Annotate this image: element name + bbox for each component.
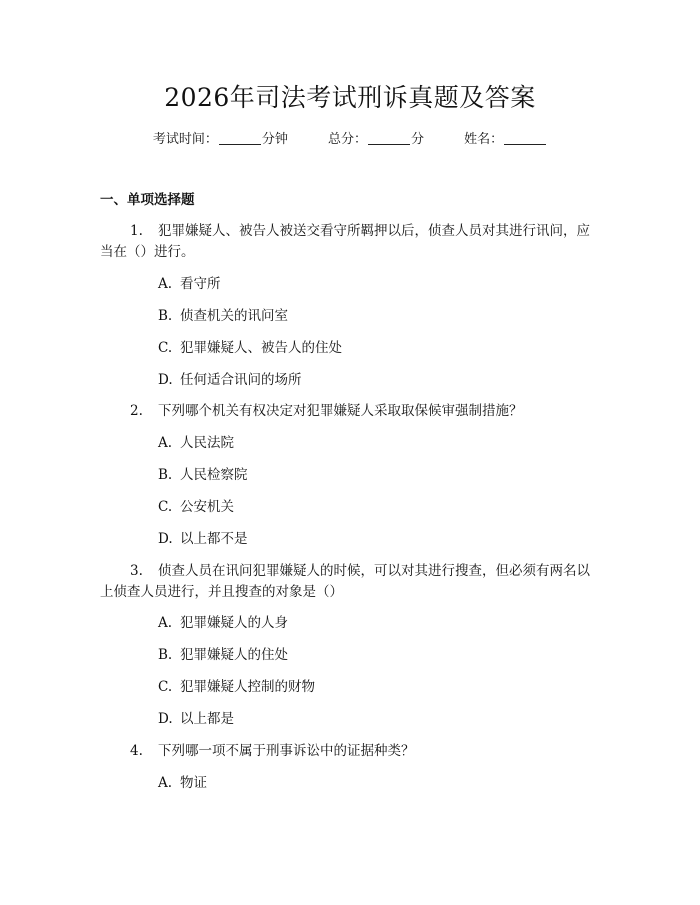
option-text: 人民检察院 [180, 467, 248, 483]
option-text: 犯罪嫌疑人控制的财物 [180, 679, 315, 695]
option-letter: D. [158, 372, 173, 388]
total-score-field [328, 130, 424, 150]
question-number: 3. [130, 563, 143, 579]
option-item [158, 465, 248, 485]
option-text: 人民法院 [180, 435, 234, 451]
total-score-label: 总分： [327, 132, 367, 147]
option-item [158, 433, 234, 453]
option-text: 公安机关 [180, 499, 234, 515]
question-stem [100, 741, 600, 762]
exam-time-unit: 分钟 [261, 132, 288, 147]
option-text: 侦查机关的讯问室 [180, 308, 288, 324]
section-heading: 一、单项选择题 [100, 192, 195, 208]
option-item [158, 613, 288, 633]
option-item [158, 677, 315, 697]
option-item [158, 497, 234, 517]
question-number: 4. [130, 743, 143, 759]
option-text: 以上都不是 [180, 531, 248, 547]
option-item [158, 709, 234, 729]
exam-time-blank[interactable] [219, 130, 261, 145]
option-item [158, 529, 248, 549]
option-text: 犯罪嫌疑人的人身 [180, 615, 288, 631]
exam-meta-row [0, 130, 700, 150]
option-item [158, 306, 288, 326]
option-letter: B. [158, 647, 173, 663]
page-title: 2026年司法考试刑诉真题及答案 [164, 83, 536, 112]
question-text: 侦查人员在讯问犯罪嫌疑人的时候，可以对其进行搜查，但必须有两名以上侦查人员进行，并且搜查的对象是（） [100, 563, 590, 600]
option-item [158, 338, 342, 358]
exam-time-field [153, 130, 288, 150]
option-text: 看守所 [180, 276, 221, 292]
question-stem [100, 401, 600, 422]
option-letter: C. [158, 499, 173, 515]
name-label: 姓名： [464, 132, 504, 147]
total-score-unit: 分 [411, 132, 425, 147]
option-letter: A. [158, 435, 173, 451]
option-letter: A. [158, 615, 173, 631]
option-letter: B. [158, 308, 173, 324]
question-stem [100, 221, 600, 263]
option-letter: C. [158, 340, 173, 356]
option-item [158, 773, 207, 793]
name-field [464, 130, 547, 150]
question-text: 下列哪一项不属于刑事诉讼中的证据种类？ [158, 743, 415, 759]
option-item [158, 645, 288, 665]
question-number: 1. [130, 223, 143, 239]
option-letter: D. [158, 711, 173, 727]
question-number: 2. [130, 403, 143, 419]
option-letter: C. [158, 679, 173, 695]
question-text: 犯罪嫌疑人、被告人被送交看守所羁押以后，侦查人员对其进行讯问，应当在（）进行。 [100, 223, 590, 260]
name-blank[interactable] [504, 130, 546, 145]
option-text: 犯罪嫌疑人、被告人的住处 [180, 340, 342, 356]
option-item [158, 274, 221, 294]
option-text: 任何适合讯问的场所 [180, 372, 302, 388]
option-item [158, 370, 302, 390]
total-score-blank[interactable] [368, 130, 410, 145]
option-letter: B. [158, 467, 173, 483]
option-letter: A. [158, 276, 173, 292]
exam-time-label: 考试时间： [152, 132, 218, 147]
option-text: 犯罪嫌疑人的住处 [180, 647, 288, 663]
option-text: 物证 [180, 775, 207, 791]
option-letter: D. [158, 531, 173, 547]
option-text: 以上都是 [180, 711, 234, 727]
question-stem [100, 561, 600, 603]
question-text: 下列哪个机关有权决定对犯罪嫌疑人采取取保候审强制措施？ [158, 403, 523, 419]
option-letter: A. [158, 775, 173, 791]
